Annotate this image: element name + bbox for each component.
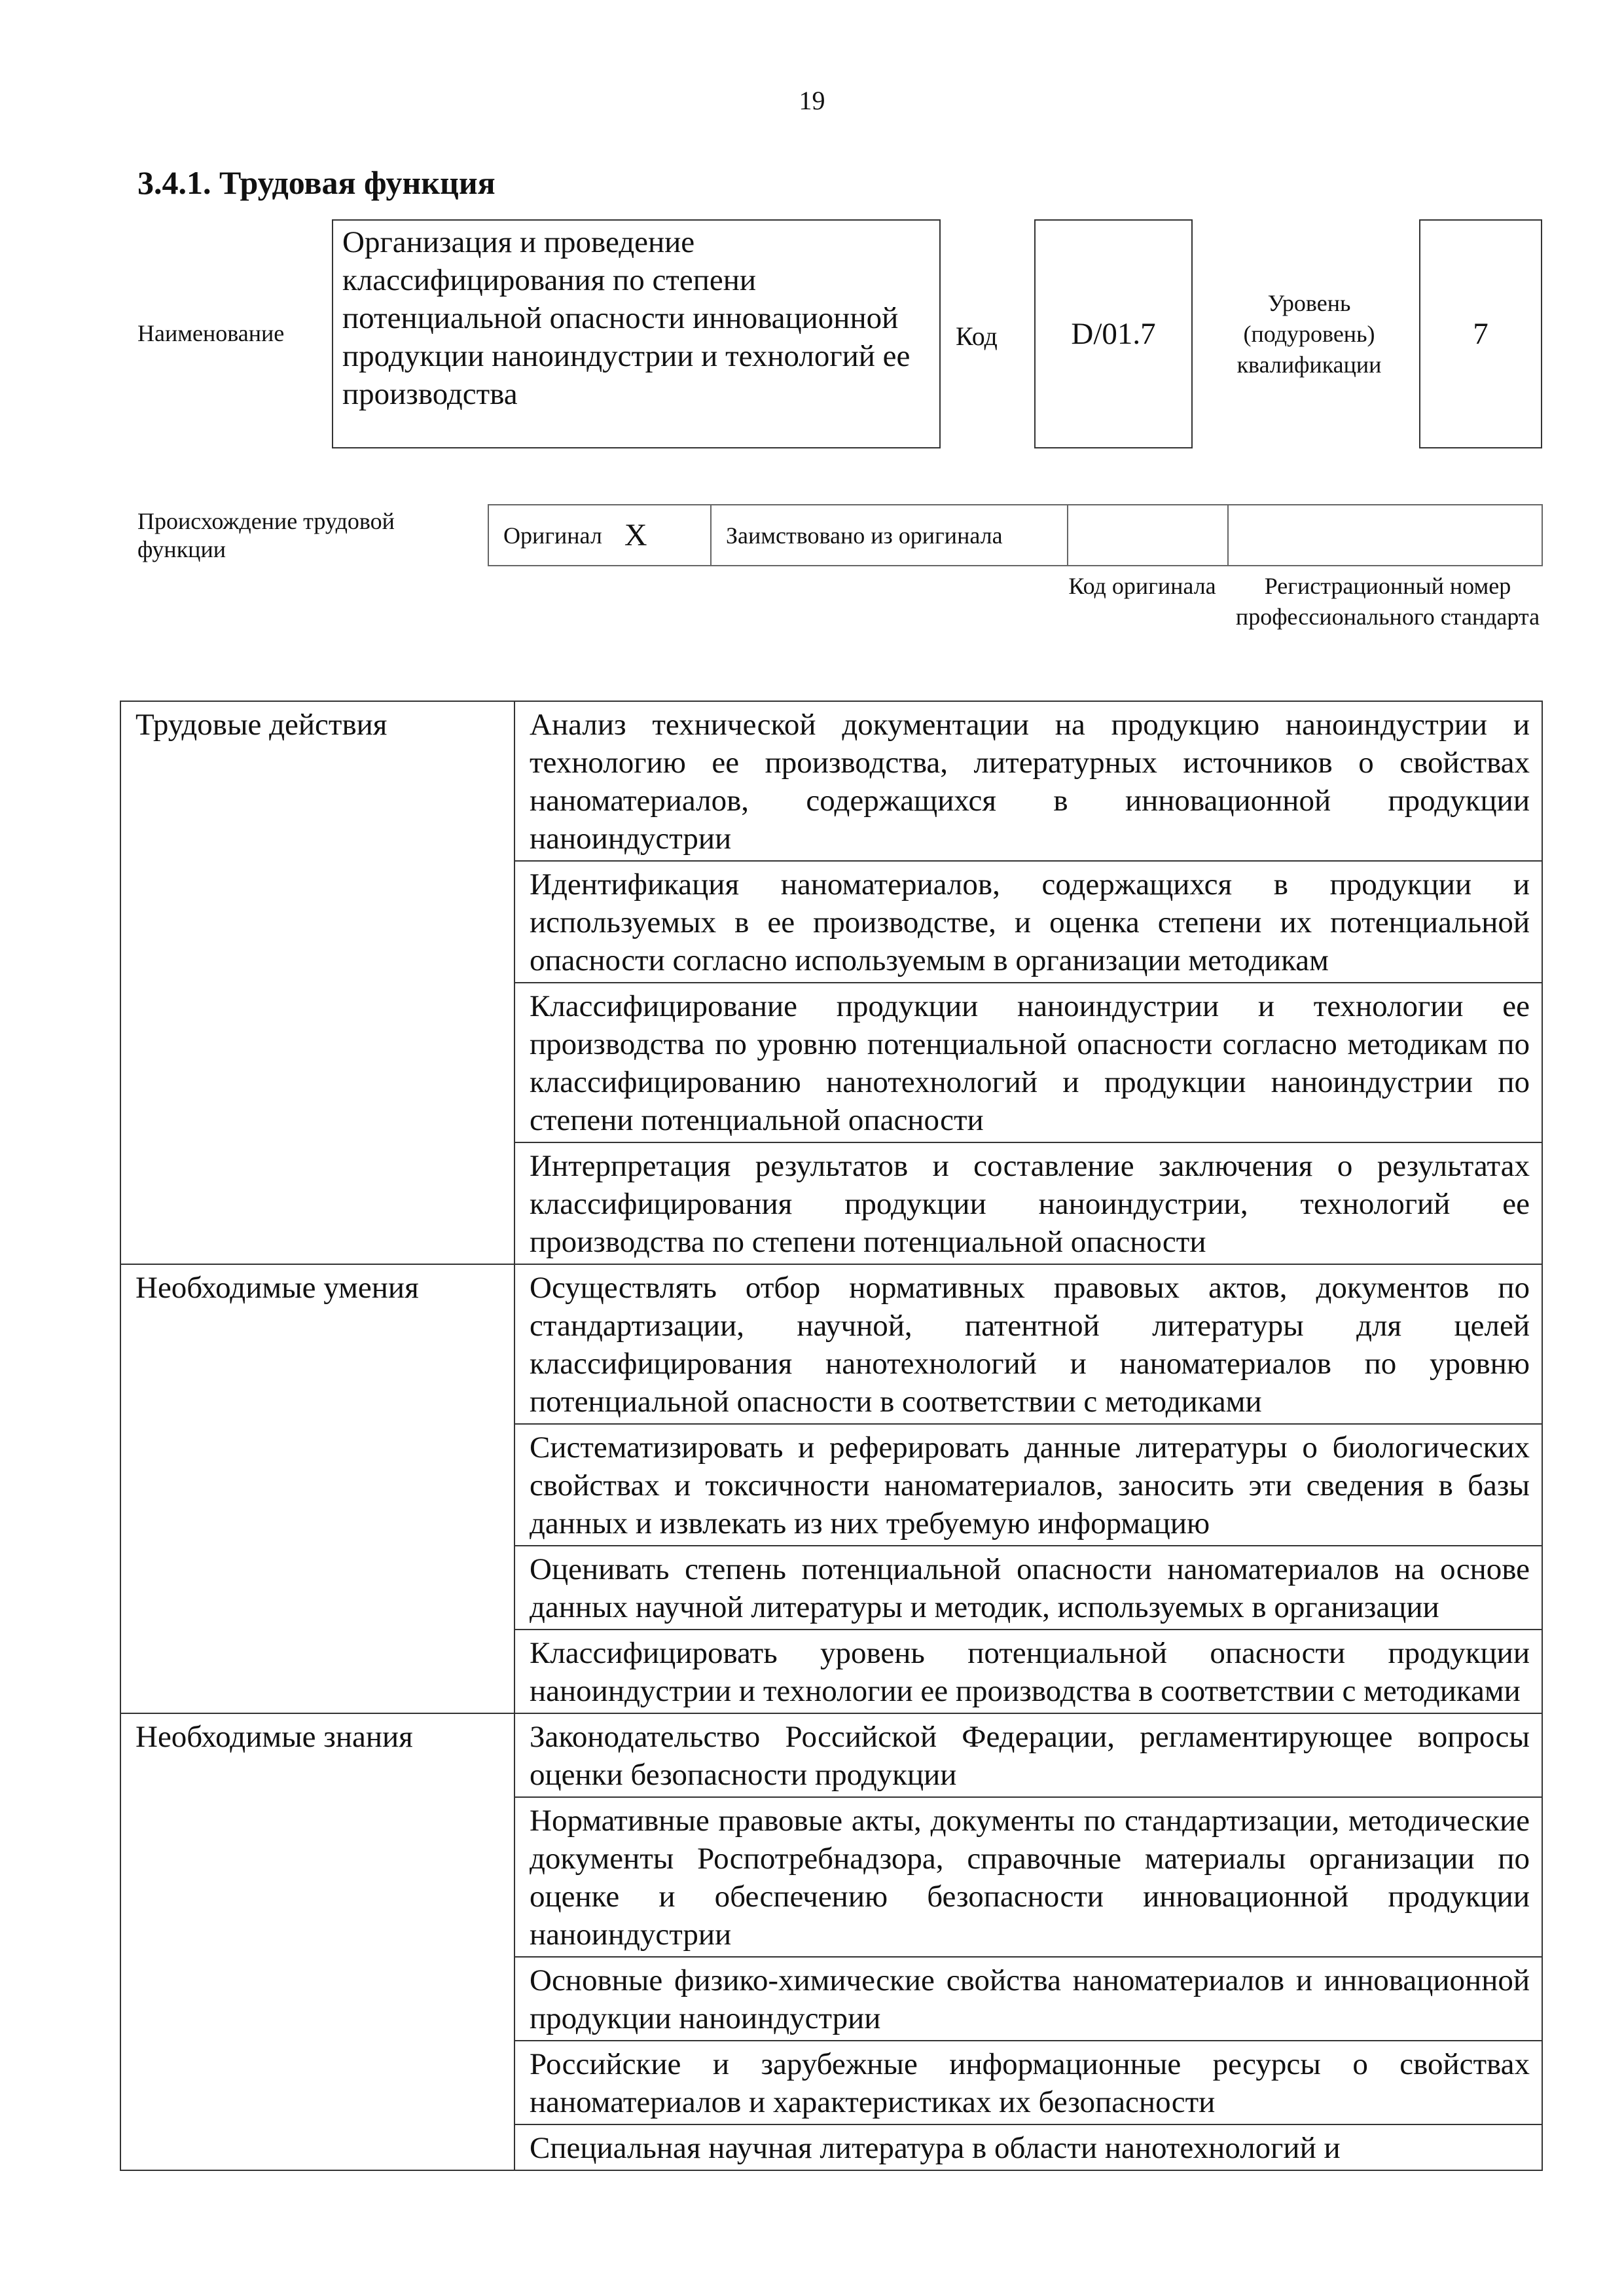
table-cell: Классифицировать уровень потенциальной опасности продукции наноиндустрии и технологии ее производства в соответствии с методиками xyxy=(514,1630,1542,1713)
section-title-skills: Необходимые умения xyxy=(120,1264,514,1713)
table-cell: Анализ технической документации на продукцию наноиндустрии и технологию ее производства, литературных источников о свойствах наноматериалов, содержащихся в инновационной продукции наноиндустрии xyxy=(514,701,1542,861)
table-cell: Идентификация наноматериалов, содержащихся в продукции и используемых в ее производстве, и оценка степени их потенциальной опасности согласно используемым в организации методикам xyxy=(514,861,1542,983)
origin-x-mark: X xyxy=(624,518,647,553)
level-label: Уровень (подуровень) квалификации xyxy=(1236,290,1382,378)
table-cell: Законодательство Российской Федерации, регламентирующее вопросы оценки безопасности продукции xyxy=(514,1713,1542,1797)
origin-original-cell xyxy=(489,505,712,565)
section-title-knowledge: Необходимые знания xyxy=(120,1713,514,2170)
caption-code-original: Код оригинала xyxy=(1068,573,1216,599)
origin-label: Происхождение трудовой функции xyxy=(137,508,395,563)
name-label: Наименование xyxy=(137,320,285,346)
table-cell: Интерпретация результатов и составление заключения о результатах классифицирования продукции наноиндустрии, технологий ее производства по степени потенциальной опасности xyxy=(514,1142,1542,1264)
section-title-actions: Трудовые действия xyxy=(120,701,514,1264)
table-row xyxy=(120,701,1542,861)
table-cell: Оценивать степень потенциальной опасности наноматериалов на основе данных научной литературы и методик, используемых в организации xyxy=(514,1546,1542,1630)
function-name-box: Организация и проведение классифицирования по степени потенциальной опасности инновационной продукции наноиндустрии и технологий ее производства xyxy=(332,219,941,448)
table-row xyxy=(120,1713,1542,1797)
origin-reg-cell xyxy=(1229,505,1542,565)
origin-original-label: Оригинал xyxy=(503,522,602,549)
table-cell: Нормативные правовые акты, документы по стандартизации, методические документы Роспотребнадзора, справочные материалы организации по оценке и обеспечению безопасности инновационной продукции наноиндустрии xyxy=(514,1797,1542,1957)
origin-row xyxy=(488,504,1543,566)
table-row xyxy=(120,1264,1542,1424)
code-box: D/01.7 xyxy=(1034,219,1193,448)
table-cell: Осуществлять отбор нормативных правовых актов, документов по стандартизации, научной, патентной литературы для целей классифицирования нанотехнологий и наноматериалов по уровню потенциальной опасности в соответствии с методиками xyxy=(514,1264,1542,1424)
table-cell: Основные физико-химические свойства наноматериалов и инновационной продукции наноиндустрии xyxy=(514,1957,1542,2041)
table-cell: Классифицирование продукции наноиндустрии и технологии ее производства по уровню потенциальной опасности согласно методикам по классифицированию нанотехнологий и продукции наноиндустрии по степени потенциальной опасности xyxy=(514,983,1542,1142)
caption-registration-number: Регистрационный номер профессионального стандарта xyxy=(1235,573,1540,630)
table-cell: Российские и зарубежные информационные ресурсы о свойствах наноматериалов и характеристиках их безопасности xyxy=(514,2041,1542,2124)
function-details-table xyxy=(120,701,1543,2171)
table-cell: Специальная научная литература в области нанотехнологий и xyxy=(514,2124,1542,2170)
code-label: Код xyxy=(956,321,998,351)
table-cell: Систематизировать и реферировать данные литературы о биологических свойствах и токсичности наноматериалов, заносить эти сведения в базы данных и извлекать из них требуемую информацию xyxy=(514,1424,1542,1546)
level-box: 7 xyxy=(1419,219,1542,448)
page-number: 19 xyxy=(799,86,825,115)
origin-code-cell xyxy=(1068,505,1229,565)
section-title: 3.4.1. Трудовая функция xyxy=(137,164,496,201)
origin-borrowed-cell: Заимствовано из оригинала xyxy=(712,505,1068,565)
